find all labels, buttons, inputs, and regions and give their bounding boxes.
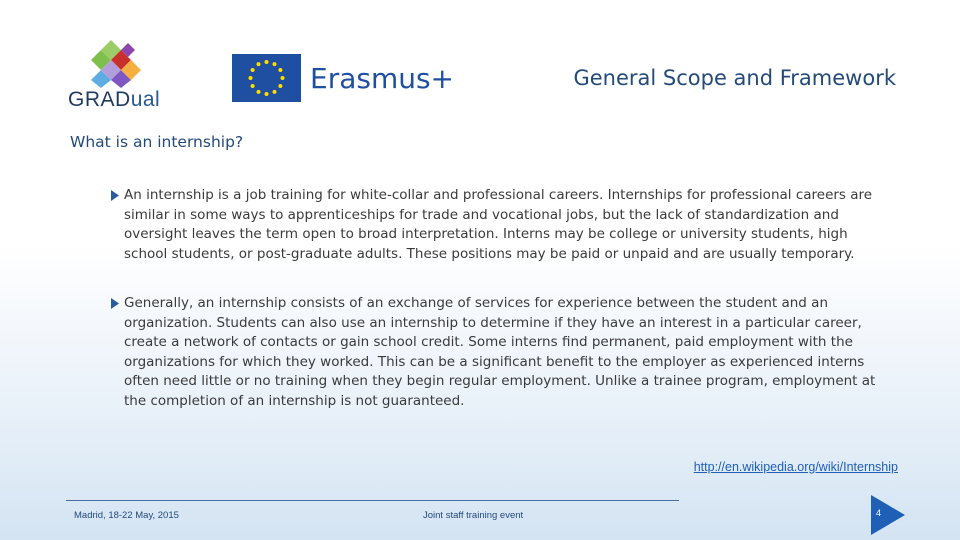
- gradual-wordmark-main: GRAD: [68, 88, 131, 111]
- page-number: 4: [876, 508, 882, 518]
- footer-event: Joint staff training event: [423, 510, 524, 521]
- footer-date-place: Madrid, 18-22 May, 2015: [74, 510, 179, 521]
- section-heading: What is an internship?: [70, 133, 244, 151]
- gradual-wordmark-suffix: ual: [130, 88, 161, 111]
- bullet-text: Generally, an internship consists of an exchange of services for experience between the student and an organization. Students can also use an internship to determine if they have an interest in a particular career, create a network of contacts or gain school credit. Some interns find permanent, paid employment with the organizations for which they worked. This can be a significant benefit to the employer as experienced interns often need little or no training when they begin regular employment. Unlike a trainee program, employment at the completion of an internship is not guaranteed.: [124, 295, 876, 409]
- footer-divider: [66, 500, 679, 501]
- slide-title: General Scope and Framework: [573, 66, 896, 90]
- bullet-list: [110, 186, 890, 441]
- bullet-arrow-icon: [110, 298, 120, 309]
- bullet-item: [110, 294, 890, 411]
- bullet-arrow-icon: [110, 190, 120, 201]
- gradual-wordmark: [68, 88, 160, 112]
- reference-link[interactable]: http://en.wikipedia.org/wiki/Internship: [693, 460, 898, 474]
- bullet-item: [110, 186, 890, 264]
- eu-flag-icon: [232, 54, 301, 102]
- bullet-text: An internship is a job training for white-collar and professional careers. Internships for professional careers are similar in some ways to apprenticeships for trade and vocational jobs, but the lack of standardization and oversight leaves the term open to broad interpretation. Interns may be college or university students, high school students, or post-graduate adults. These positions may be paid or unpaid and are usually temporary.: [124, 187, 873, 262]
- erasmus-logo: [232, 52, 472, 106]
- gradual-logo: [64, 38, 174, 113]
- gradual-logo-mark: [64, 38, 174, 88]
- erasmus-wordmark: Erasmus+: [310, 62, 455, 95]
